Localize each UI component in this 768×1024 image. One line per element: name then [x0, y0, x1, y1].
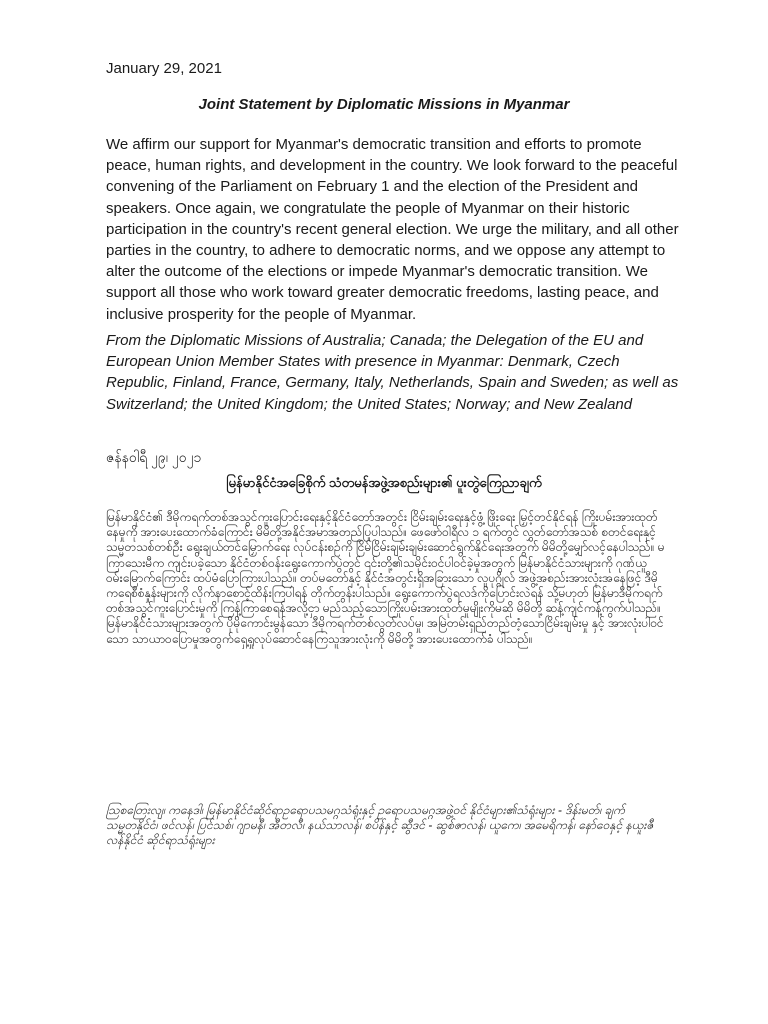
- signatories-paragraph-myanmar: ဩစတြေးလျ၊ ကနေဒါ၊ မြန်မာနိုင်ငံဆိုင်ရာဥရောပသမဂ္ဂသံရုံးနှင့် ဥရောပသမဂ္ဂအဖွဲ့ဝင် နိုင်ငံများ၏သံရုံးများ - ဒိန်းမတ်၊ ချက်သမ္မတနိုင်ငံ၊ ဖင်လန်၊ ပြင်သစ်၊ ဂျာမနီ၊ အီတလီ၊ နယ်သာလန်၊ စပိန်နှင့် ဆွီဒင် - ဆွစ်ဇာလန်၊ ယူကေ၊ အမေရိကန်၊ နော်ဝေနှင့် နယူးဇီလန်နိုင်ငံ ဆိုင်ရာသံရုံးများ: [106, 803, 654, 848]
- document-date-myanmar: ဇန်နဝါရီ ၂၉၊ ၂၀၂၁: [106, 449, 202, 465]
- document-title: Joint Statement by Diplomatic Missions in Myanmar: [198, 96, 570, 113]
- signatories-paragraph: From the Diplomatic Missions of Australia; Canada; the Delegation of the EU and European Union Member States with presence in Myanmar: Denmark, Czech Republic, Finland, France, Germany, Italy, Netherlands, Spain and Sweden; as well as Switzerland; the United Kingdom; the United States; Norway; and New Zealand: [106, 332, 679, 413]
- document-title-myanmar: မြန်မာနိုင်ငံအခြေစိုက် သံတမန်အဖွဲ့အစည်းများ၏ ပူးတွဲကြေညာချက်: [226, 475, 542, 490]
- document-date: January 29, 2021: [106, 60, 222, 77]
- statement-paragraph-myanmar: မြန်မာနိုင်ငံ၏ ဒီမိုကရက်တစ်အသွင်ကူးပြောင်းရေးနှင့်နိုင်ငံတော်အတွင်း ငြိမ်းချမ်းရေးနှင့်ဖွံ့ ဖြိုးရေး မြှင့်တင်နိုင်ရန် ကြိုးပမ်းအားထုတ်နေမှုကို အားပေးထောက်ခံကြောင်း မိမိတို့အနိုင်အမာအတည်ပြုပါသည်။ ဖေဖော်ဝါရီလ ၁ ရက်တွင် လွှတ်တော်အသစ် စတင်ရေးနှင့် သမ္မတသစ်တစ်ဦး ရွေးချယ်တင်မြှောက်ရေး လုပ်ငန်းစဉ်ကို ငြိမ်ငြိမ်းချမ်းချမ်းဆောင်ရွက်နိုင်ရေးအတွက် မိမိတို့မျှော်လင့်နေပါသည်။ မကြာသေးမီက ကျင်းပခဲ့သော နိုင်ငံတစ်ဝန်းရွေးကောက်ပွဲတွင် ၎င်းတို့၏သမိုင်းဝင်ပါဝင်ခဲ့မှုအတွက် မြန်မာနိုင်ငံသားများကို ဂုဏ်ယူဝမ်းမြောက်ကြောင်း ထပ်မံပြောကြားပါသည်။ တပ်မတော်နှင့် နိုင်ငံအတွင်းရှိအခြားသော လူပုဂ္ဂိုလ် အဖွဲ့အစည်းအားလုံးအနေဖြင့် ဒီမိုကရေစီစံနှုန်းများကို လိုက်နာစောင့်ထိန်းကြပါရန် တိုက်တွန်းပါသည်။ ရွေးကောက်ပွဲရလဒ်ကိုပြောင်းလဲရန် သို့မဟုတ် မြန်မာဒီမိုကရက်တစ်အသွင်ကူးပြောင်းမှုကို ကြန့်ကြာစေရန်အလို့ငှာ မည်သည့်သောကြိုးပမ်းအားထုတ်မှုမျိုးကိုမဆို မိမိတို့ ဆန့်ကျင်ကန့်ကွက်ပါသည်။ မြန်မာနိုင်ငံသားများအတွက် ပိုမိုကောင်းမွန်သော ဒီမိုကရက်တစ်လွတ်လပ်မှု၊ အမြဲတမ်းရှည်တည်တံ့သောငြိမ်းချမ်းမှု နှင့် အားလုံးပါဝင်သော သာယာဝပြောမှုအတွက်ရှေ့ရှုလုပ်ဆောင်နေကြသူအားလုံးကို မိမိတို့ အားပေးထောက်ခံ ပါသည်။: [106, 510, 665, 646]
- statement-paragraph: We affirm our support for Myanmar's democratic transition and efforts to promote peace, human rights, and development in the country. We look forward to the peaceful convening of the Parliament on February 1 and the election of the President and speakers. Once again, we congratulate the people of Myanmar on their historic participation in the country's recent general election. We urge the military, and all other parties in the country, to adhere to democratic norms, and we oppose any attempt to alter the outcome of the elections or impede Myanmar's democratic transition. We support all those who work toward greater democratic freedoms, lasting peace, and inclusive prosperity for the people of Myanmar.: [106, 136, 679, 323]
